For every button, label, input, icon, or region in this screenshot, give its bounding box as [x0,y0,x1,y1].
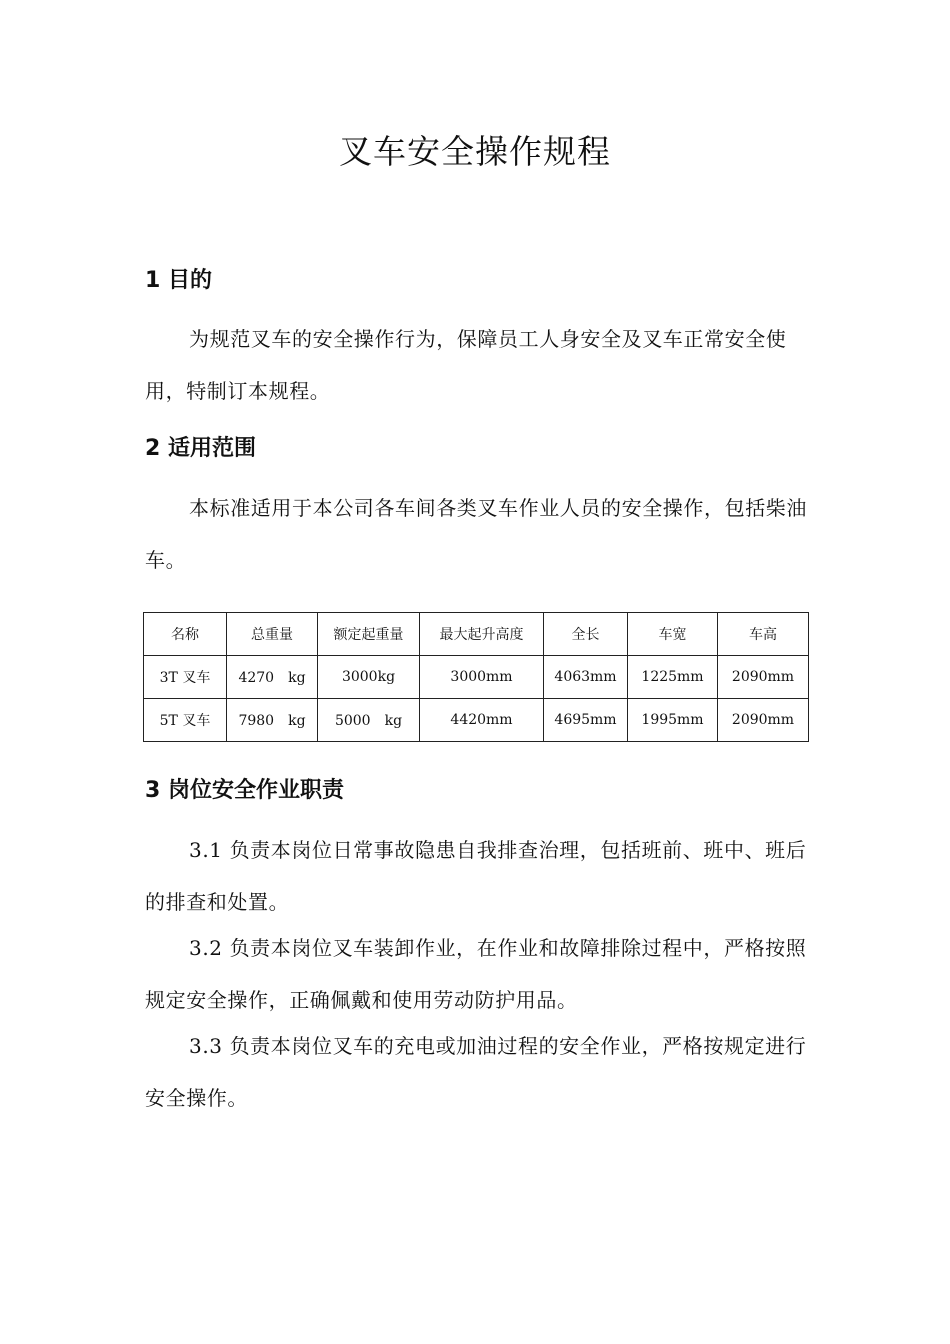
table-row [144,656,809,699]
table-cell: 3000mm [420,656,544,699]
table-cell: 4270 kg [227,656,318,699]
table-cell: 3T 叉车 [144,656,227,699]
table-cell: 5T 叉车 [144,699,227,742]
section-heading-scope: 2 适用范围 [145,436,256,461]
table-cell: 4695mm [544,699,628,742]
column-header-max-lift-height: 最大起升高度 [420,613,544,656]
table-cell: 4063mm [544,656,628,699]
paragraph-purpose: 为规范叉车的安全操作行为，保障员工人身安全及叉车正常安全使用，特制订本规程。 [145,327,787,403]
table-cell: 7980 kg [227,699,318,742]
table-header-row [144,613,809,656]
table-cell: 5000 kg [318,699,420,742]
table-cell: 4420mm [420,699,544,742]
column-header-length: 全长 [544,613,628,656]
table-cell: 2090mm [718,656,809,699]
table-row [144,699,809,742]
document-title: 叉车安全操作规程 [339,132,611,171]
column-header-name: 名称 [144,613,227,656]
table-cell: 1225mm [628,656,718,699]
paragraph-responsibility-3-2: 3.2 负责本岗位叉车装卸作业，在作业和故障排除过程中，严格按照规定安全操作，正确佩戴和使用劳动防护用品。 [145,936,807,1012]
column-header-width: 车宽 [628,613,718,656]
forklift-spec-table [143,612,809,742]
paragraph-responsibility-3-3: 3.3 负责本岗位叉车的充电或加油过程的安全作业，严格按规定进行安全操作。 [145,1034,807,1110]
table-cell: 1995mm [628,699,718,742]
section-heading-responsibilities: 3 岗位安全作业职责 [145,778,344,803]
section-heading-purpose: 1 目的 [145,268,212,293]
paragraph-responsibility-3-1: 3.1 负责本岗位日常事故隐患自我排查治理，包括班前、班中、班后的排查和处置。 [145,838,807,914]
table-cell: 2090mm [718,699,809,742]
column-header-height: 车高 [718,613,809,656]
paragraph-scope: 本标准适用于本公司各车间各类叉车作业人员的安全操作，包括柴油车。 [145,496,807,572]
table-cell: 3000kg [318,656,420,699]
column-header-rated-load: 额定起重量 [318,613,420,656]
column-header-gross-weight: 总重量 [227,613,318,656]
